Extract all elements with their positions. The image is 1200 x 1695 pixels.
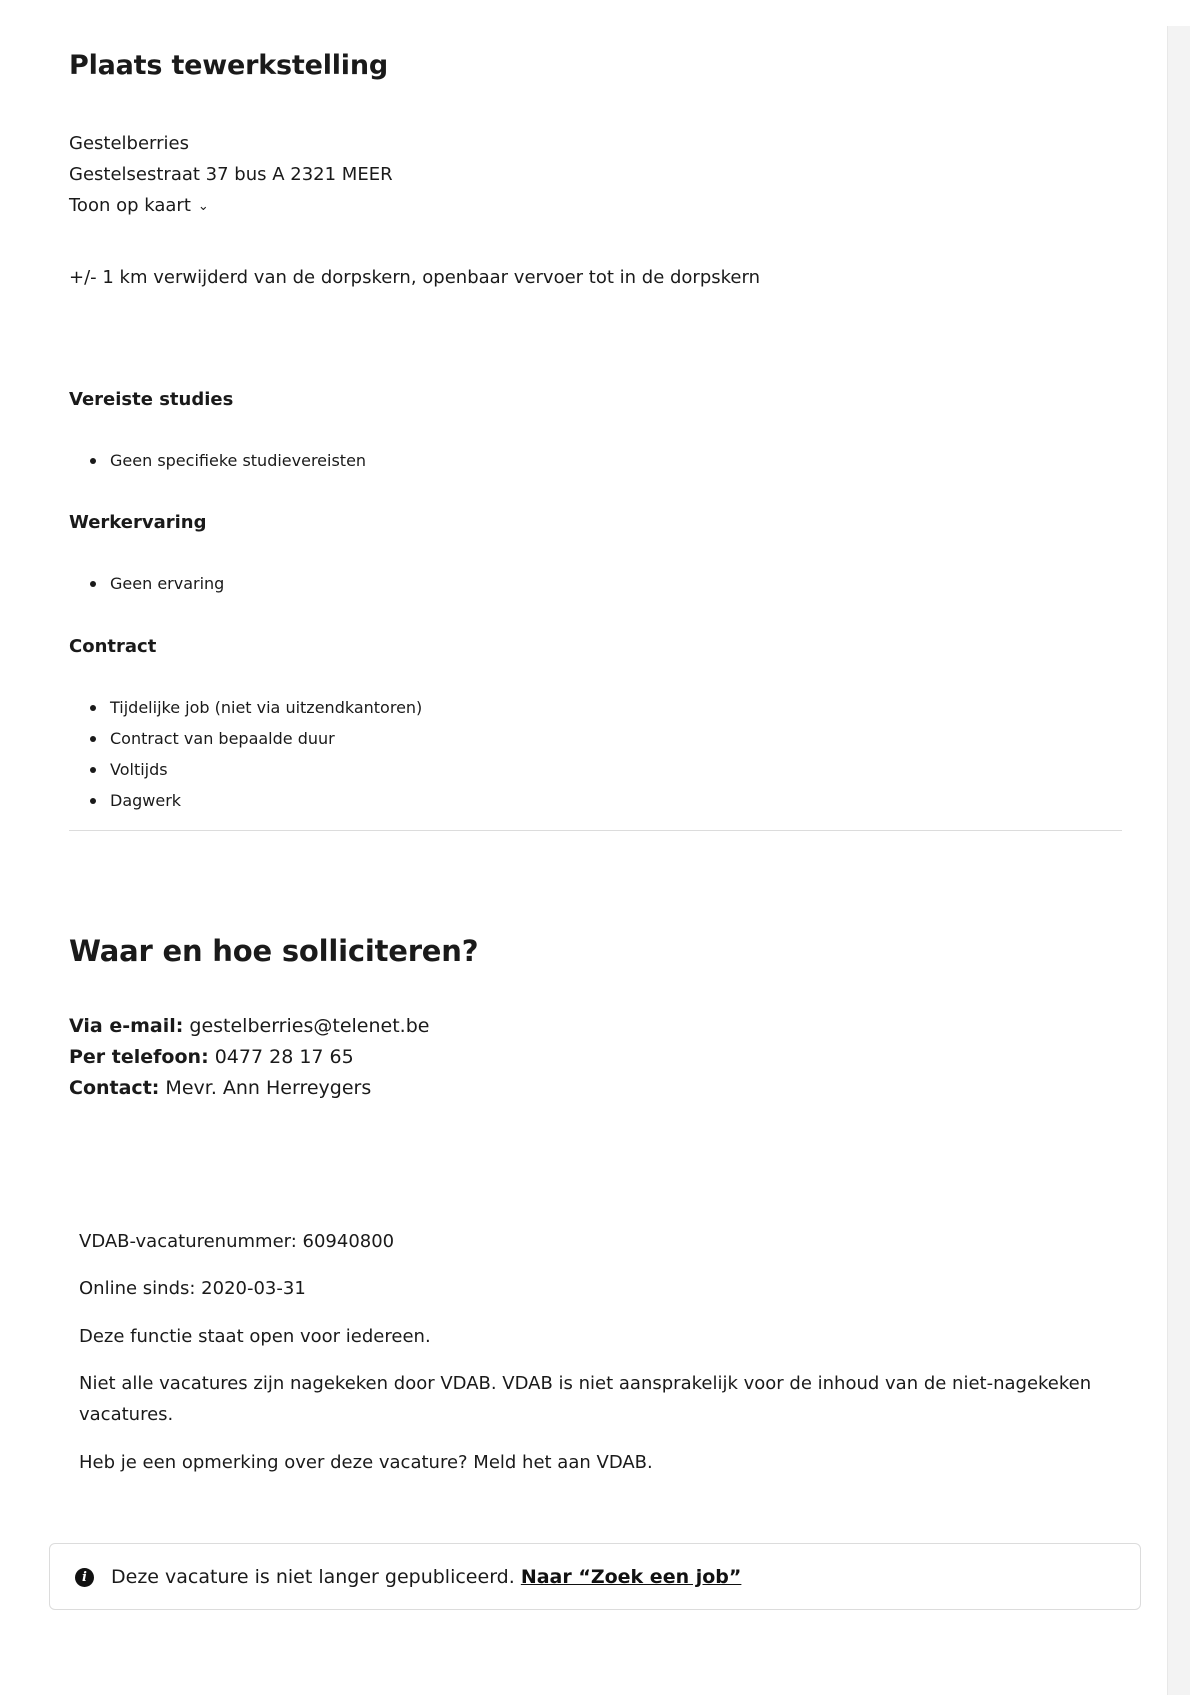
contract-title: Contract: [69, 636, 157, 657]
vacancy-number: VDAB-vacaturenummer: 60940800: [79, 1231, 395, 1252]
online-since: Online sinds: 2020-03-31: [79, 1278, 306, 1299]
experience-list: [69, 568, 224, 599]
email-label: Via e-mail:: [69, 1015, 184, 1037]
apply-title: Waar en hoe solliciteren?: [69, 934, 479, 968]
studies-title: Vereiste studies: [69, 389, 234, 410]
chevron-down-icon: ⌄: [197, 199, 209, 214]
search-job-link[interactable]: Naar “Zoek een job”: [520, 1566, 742, 1588]
info-icon: i: [75, 1568, 94, 1587]
open-for: Deze functie staat open voor iedereen.: [79, 1326, 431, 1347]
transport-note: +/- 1 km verwijderd van de dorpskern, openbaar vervoer tot in de dorpskern: [69, 267, 760, 288]
contact-label: Contact:: [69, 1077, 160, 1099]
show-on-map-label: Toon op kaart: [69, 195, 191, 216]
list-item: Tijdelijke job (niet via uitzendkantoren): [110, 692, 422, 723]
company-name: Gestelberries: [69, 133, 189, 154]
apply-email: [69, 1011, 429, 1042]
company-address: Gestelsestraat 37 bus A 2321 MEER: [69, 164, 393, 185]
contact-value: Mevr. Ann Herreygers: [165, 1077, 372, 1099]
disclaimer: Niet alle vacatures zijn nagekeken door VDAB. VDAB is niet aansprakelijk voor de inhoud van de niet-nagekeken vacatures.: [79, 1373, 1092, 1425]
studies-list: [69, 445, 366, 476]
apply-phone: [69, 1042, 354, 1073]
workplace-title: Plaats tewerkstelling: [69, 50, 389, 81]
phone-label: Per telefoon:: [69, 1046, 209, 1068]
apply-contact: [69, 1073, 371, 1104]
list-item: Contract van bepaalde duur: [110, 723, 422, 754]
phone-value[interactable]: 0477 28 17 65: [214, 1046, 354, 1068]
section-divider: [69, 830, 1122, 831]
notice-text: [111, 1563, 741, 1591]
list-item: Voltijds: [110, 754, 422, 785]
list-item: Dagwerk: [110, 785, 422, 816]
list-item: Geen specifieke studievereisten: [110, 445, 366, 476]
show-on-map-toggle[interactable]: [69, 191, 209, 223]
list-item: Geen ervaring: [110, 568, 224, 599]
notice-message: Deze vacature is niet langer gepubliceerd.: [111, 1566, 515, 1588]
email-value[interactable]: gestelberries@telenet.be: [189, 1015, 430, 1037]
unpublished-notice: [49, 1543, 1141, 1610]
scrollbar[interactable]: [1167, 26, 1190, 1695]
contract-list: [69, 692, 422, 816]
experience-title: Werkervaring: [69, 512, 207, 533]
report-vacancy[interactable]: Heb je een opmerking over deze vacature? Meld het aan VDAB.: [79, 1452, 653, 1473]
